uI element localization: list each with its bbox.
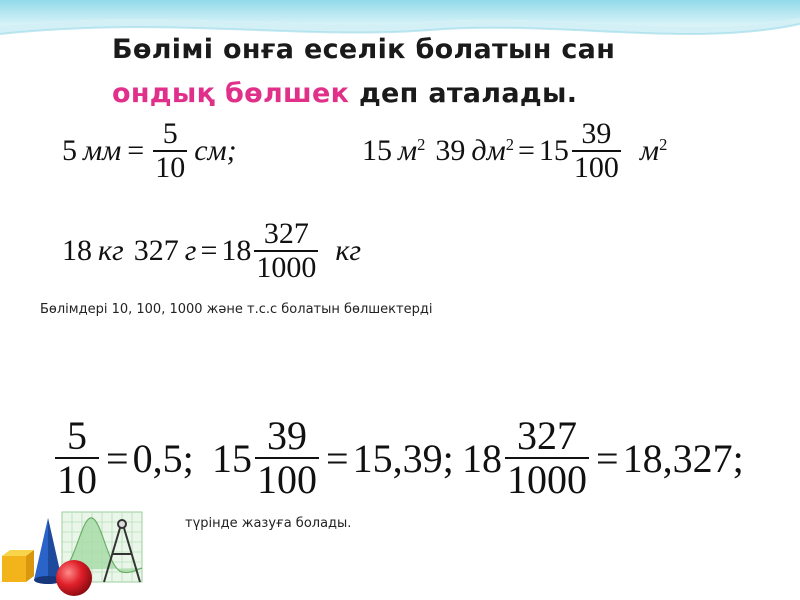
ex3-whole: 18 xyxy=(221,233,252,267)
ex1-rhs-unit: см; xyxy=(194,133,237,167)
ex1-number: 5 xyxy=(62,133,77,167)
title-highlight: ондық бөлшек xyxy=(112,78,350,109)
ex3-b: 327 xyxy=(133,233,179,267)
ex2-b-unit: дм xyxy=(471,133,506,167)
d1-equals: = xyxy=(106,435,129,481)
ex3-b-unit: г xyxy=(184,233,197,267)
ex1-numerator: 5 xyxy=(162,117,178,150)
d2-denominator: 100 xyxy=(257,457,317,502)
geometry-clipart-icon xyxy=(0,510,170,600)
ex2-a-power: 2 xyxy=(417,134,426,154)
example-3 xyxy=(62,218,361,283)
title-line-2 xyxy=(112,72,615,116)
slide-title xyxy=(112,28,615,116)
d3-whole: 18 xyxy=(462,435,502,481)
ex2-a-unit: м xyxy=(398,133,418,167)
d2-value: 15,39; xyxy=(352,435,454,481)
title-line-2-rest: деп аталады. xyxy=(349,78,578,109)
ex2-rhs-unit: м xyxy=(639,133,660,167)
ex3-denominator: 1000 xyxy=(256,250,317,284)
d3-value: 18,327; xyxy=(622,435,744,481)
ex2-denominator: 100 xyxy=(573,150,619,184)
ex3-equals: = xyxy=(200,233,218,267)
ex2-rhs-power: 2 xyxy=(659,134,668,154)
d2-fraction xyxy=(255,415,319,501)
d3-denominator: 1000 xyxy=(507,457,587,502)
d1-fraction xyxy=(55,415,99,501)
ex2-numerator: 39 xyxy=(581,117,612,150)
example-2 xyxy=(362,118,667,183)
ex1-denominator: 10 xyxy=(155,150,186,184)
ex3-numerator: 327 xyxy=(263,217,309,250)
d3-fraction xyxy=(505,415,589,501)
title-line-1: Бөлімі онға еселік болатын сан xyxy=(112,34,616,65)
d2-equals: = xyxy=(326,435,349,481)
d3-equals: = xyxy=(596,435,619,481)
d1-denominator: 10 xyxy=(57,457,97,502)
d2-whole: 15 xyxy=(212,435,252,481)
note-can-write: түрінде жазуға болады. xyxy=(185,516,352,531)
ex2-equals: = xyxy=(517,133,535,167)
ex1-unit: мм xyxy=(83,133,122,167)
ex2-whole: 15 xyxy=(538,133,569,167)
decimal-3 xyxy=(462,415,744,501)
d1-value: 0,5; xyxy=(132,435,194,481)
ex3-fraction xyxy=(254,218,318,283)
ex1-equals: = xyxy=(127,133,145,167)
ex2-a: 15 xyxy=(362,133,392,167)
decimal-2 xyxy=(212,415,454,501)
decimal-1 xyxy=(52,415,194,501)
d3-numerator: 327 xyxy=(517,413,577,458)
ex3-rhs-unit: кг xyxy=(335,233,362,267)
example-1 xyxy=(62,118,237,183)
ex2-fraction xyxy=(572,118,621,183)
d1-numerator: 5 xyxy=(67,413,87,458)
ex2-b: 39 xyxy=(435,133,466,167)
ex2-b-power: 2 xyxy=(505,134,514,154)
note-denominators: Бөлімдері 10, 100, 1000 және т.с.с болатын бөлшектерді xyxy=(40,302,433,317)
ex3-a: 18 xyxy=(62,233,92,267)
ex3-a-unit: кг xyxy=(98,233,124,267)
ex1-fraction xyxy=(153,118,187,183)
d2-numerator: 39 xyxy=(267,413,307,458)
